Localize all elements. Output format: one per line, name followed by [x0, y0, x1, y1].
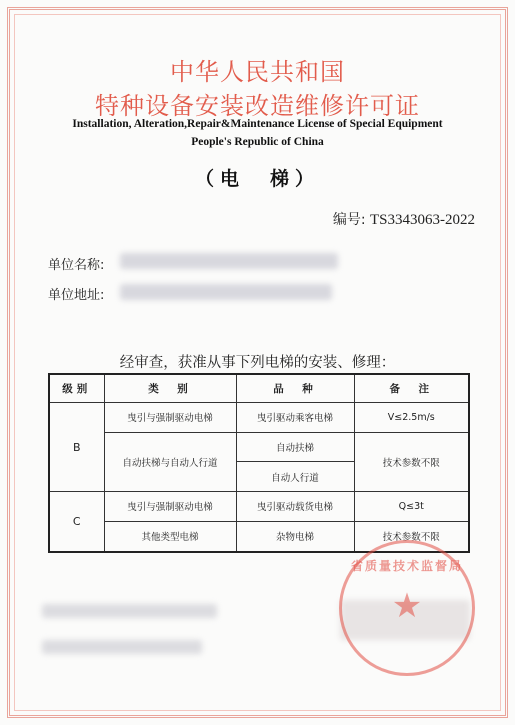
title-chinese-line1: 中华人民共和国: [170, 58, 345, 86]
unit-address-label: 单位地址:: [48, 288, 105, 303]
certificate-number-label: 编号:: [332, 212, 366, 228]
variety-cell: 自动人行道: [236, 462, 354, 492]
variety-cell: 曳引驱动乘客电梯: [236, 403, 354, 433]
level-c: C: [49, 492, 104, 552]
remark-cell: 技术参数不限: [354, 521, 469, 552]
unit-address-redacted: [120, 284, 332, 300]
table-row: [49, 432, 469, 462]
approval-statement: 经审查，获准从事下列电梯的安装、修理：: [119, 355, 396, 371]
table-row: [49, 492, 469, 522]
category-cell: 其他类型电梯: [104, 521, 236, 552]
remark-cell: Q≤3t: [354, 492, 469, 522]
issuer-redacted: [42, 604, 217, 618]
header-level: 级别: [49, 374, 104, 403]
variety-cell: 杂物电梯: [236, 521, 354, 552]
header-variety: 品 种: [236, 374, 354, 403]
header-category: 类 别: [104, 374, 236, 403]
remark-cell: 技术参数不限: [354, 432, 469, 491]
date-redacted: [42, 640, 202, 654]
variety-cell: 曳引驱动载货电梯: [236, 492, 354, 522]
certificate-number-value: TS3343063-2022: [370, 212, 475, 228]
star-icon: ★: [391, 586, 423, 626]
certificate-subtitle: （电 梯）: [194, 168, 320, 190]
category-cell: 曳引与强制驱动电梯: [104, 403, 236, 433]
header-remark: 备 注: [354, 374, 469, 403]
title-english-line1: Installation, Alteration,Repair&Maintenance License of Special Equipment: [72, 118, 443, 130]
unit-name-redacted: [120, 253, 338, 269]
title-english-line2: People's Republic of China: [191, 136, 324, 148]
category-cell: 曳引与强制驱动电梯: [104, 492, 236, 522]
scope-table: [48, 373, 470, 553]
seal-text: 省质量技术监督局: [350, 559, 463, 573]
remark-cell: V≤2.5m/s: [354, 403, 469, 433]
variety-cell: 自动扶梯: [236, 432, 354, 462]
category-cell: 自动扶梯与自动人行道: [104, 432, 236, 491]
table-row: [49, 403, 469, 433]
table-header-row: [49, 374, 469, 403]
level-b: B: [49, 403, 104, 492]
certificate-number: [333, 209, 475, 229]
unit-name-label: 单位名称:: [48, 258, 105, 273]
official-seal: [339, 540, 475, 676]
title-chinese-line2: 特种设备安装改造维修许可证: [95, 92, 420, 120]
